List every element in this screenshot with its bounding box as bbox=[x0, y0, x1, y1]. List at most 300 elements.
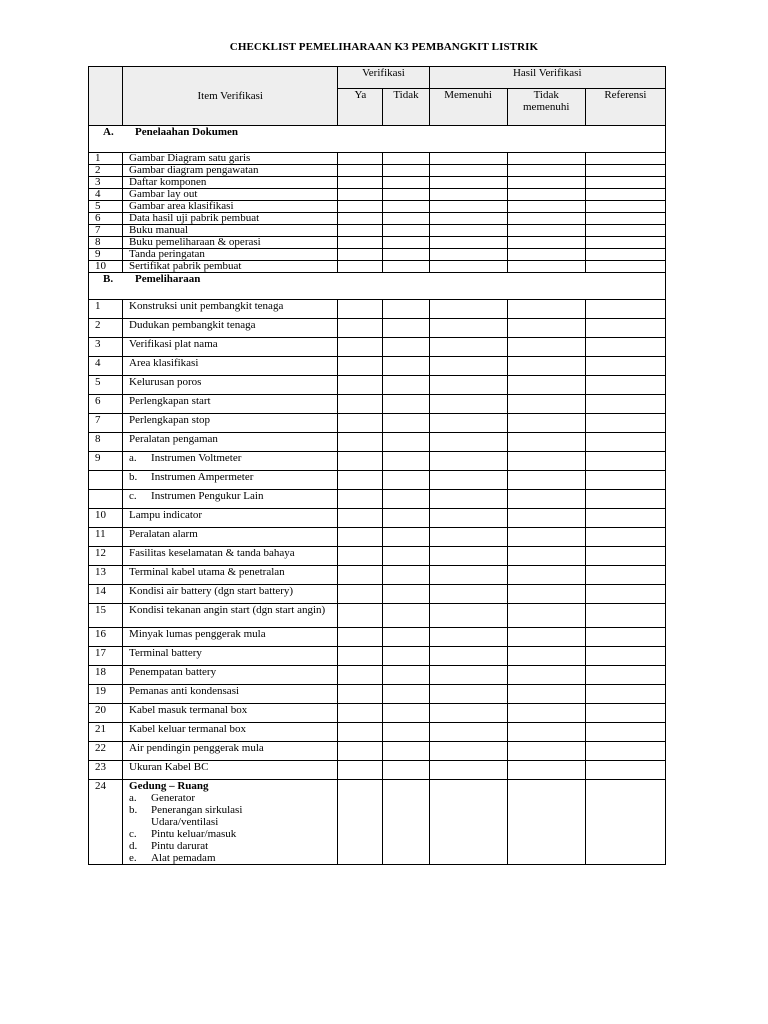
check-tidak-cell[interactable] bbox=[383, 666, 429, 685]
check-referensi-cell[interactable] bbox=[585, 414, 665, 433]
check-tidak-cell[interactable] bbox=[383, 647, 429, 666]
check-tidak-cell[interactable] bbox=[383, 225, 429, 237]
row-number: 5 bbox=[89, 376, 123, 395]
gedung-sub-letter: a. bbox=[129, 792, 137, 804]
check-tidak-memenuhi-cell[interactable] bbox=[507, 357, 585, 376]
check-ya-cell[interactable] bbox=[338, 201, 383, 213]
check-referensi-cell[interactable] bbox=[585, 153, 665, 165]
check-referensi-cell[interactable] bbox=[585, 742, 665, 761]
row-item-text: Instrumen Voltmeter bbox=[151, 452, 242, 464]
row-item-text: Peralatan alarm bbox=[129, 528, 198, 540]
row-item-text: Terminal kabel utama & penetralan bbox=[129, 566, 285, 578]
check-ya-cell[interactable] bbox=[338, 376, 383, 395]
check-tidak-cell[interactable] bbox=[383, 585, 429, 604]
check-tidak-cell[interactable] bbox=[383, 319, 429, 338]
check-referensi-cell[interactable] bbox=[585, 249, 665, 261]
check-memenuhi-cell[interactable] bbox=[429, 249, 507, 261]
row-number: 4 bbox=[89, 189, 123, 201]
table-row bbox=[89, 723, 666, 742]
check-referensi-cell[interactable] bbox=[585, 395, 665, 414]
check-referensi-cell[interactable] bbox=[585, 585, 665, 604]
check-tidak-cell[interactable] bbox=[383, 165, 429, 177]
row-item bbox=[123, 319, 338, 338]
check-ya-cell[interactable] bbox=[338, 165, 383, 177]
check-referensi-cell[interactable] bbox=[585, 604, 665, 628]
row-item: Gambar diagram pengawatan bbox=[123, 165, 338, 177]
check-referensi-cell[interactable] bbox=[585, 237, 665, 249]
table-row bbox=[89, 201, 666, 213]
check-ya-cell[interactable] bbox=[338, 685, 383, 704]
check-memenuhi-cell[interactable] bbox=[429, 509, 507, 528]
check-memenuhi-cell[interactable] bbox=[429, 761, 507, 780]
row-item: Buku manual bbox=[123, 225, 338, 237]
table-row bbox=[89, 189, 666, 201]
check-tidak-cell[interactable] bbox=[383, 433, 429, 452]
row-number: 22 bbox=[89, 742, 123, 761]
row-item bbox=[123, 471, 338, 490]
check-ya-cell[interactable] bbox=[338, 566, 383, 585]
check-referensi-cell[interactable] bbox=[585, 225, 665, 237]
row-number: 10 bbox=[89, 509, 123, 528]
gedung-sub-text: Udara/ventilasi bbox=[151, 816, 219, 828]
check-tidak-cell[interactable] bbox=[383, 566, 429, 585]
check-tidak-cell[interactable] bbox=[383, 201, 429, 213]
check-referensi-cell[interactable] bbox=[585, 452, 665, 471]
row-item bbox=[123, 666, 338, 685]
row-number: 3 bbox=[89, 338, 123, 357]
check-memenuhi-cell[interactable] bbox=[429, 300, 507, 319]
check-referensi-cell[interactable] bbox=[585, 357, 665, 376]
check-tidak-cell[interactable] bbox=[383, 685, 429, 704]
check-tidak-cell[interactable] bbox=[383, 395, 429, 414]
check-memenuhi-cell[interactable] bbox=[429, 189, 507, 201]
check-referensi-cell[interactable] bbox=[585, 704, 665, 723]
table-row bbox=[89, 165, 666, 177]
check-tidak-memenuhi-cell[interactable] bbox=[507, 566, 585, 585]
check-memenuhi-cell[interactable] bbox=[429, 742, 507, 761]
row-item-text: Kelurusan poros bbox=[129, 376, 202, 388]
header-tidak-memenuhi-line1: Tidak bbox=[533, 89, 559, 101]
row-item bbox=[123, 528, 338, 547]
row-item bbox=[123, 338, 338, 357]
check-ya-cell[interactable] bbox=[338, 153, 383, 165]
row-item-text: Minyak lumas penggerak mula bbox=[129, 628, 266, 640]
table-row bbox=[89, 319, 666, 338]
check-tidak-memenuhi-cell[interactable] bbox=[507, 585, 585, 604]
check-tidak-cell[interactable] bbox=[383, 414, 429, 433]
check-memenuhi-cell[interactable] bbox=[429, 225, 507, 237]
check-tidak-cell[interactable] bbox=[383, 471, 429, 490]
row-sub-letter: b. bbox=[129, 471, 138, 483]
check-memenuhi-cell[interactable] bbox=[429, 528, 507, 547]
check-ya-cell[interactable] bbox=[338, 189, 383, 201]
row-item-text: Dudukan pembangkit tenaga bbox=[129, 319, 256, 331]
check-tidak-memenuhi-cell[interactable] bbox=[507, 153, 585, 165]
check-tidak-cell[interactable] bbox=[383, 153, 429, 165]
check-memenuhi-cell[interactable] bbox=[429, 452, 507, 471]
check-memenuhi-cell[interactable] bbox=[429, 433, 507, 452]
row-item bbox=[123, 742, 338, 761]
row-number: 2 bbox=[89, 165, 123, 177]
row-item bbox=[123, 395, 338, 414]
check-tidak-memenuhi-cell[interactable] bbox=[507, 189, 585, 201]
table-row bbox=[89, 414, 666, 433]
check-memenuhi-cell[interactable] bbox=[429, 237, 507, 249]
section-a-row bbox=[89, 126, 666, 153]
check-tidak-cell[interactable] bbox=[383, 300, 429, 319]
check-memenuhi-cell[interactable] bbox=[429, 585, 507, 604]
check-tidak-cell[interactable] bbox=[383, 261, 429, 273]
row-item bbox=[123, 761, 338, 780]
check-ya-cell[interactable] bbox=[338, 395, 383, 414]
check-tidak-cell[interactable] bbox=[383, 704, 429, 723]
check-ya-cell[interactable] bbox=[338, 338, 383, 357]
header-tidak-memenuhi bbox=[507, 89, 585, 126]
check-memenuhi-cell[interactable] bbox=[429, 704, 507, 723]
check-tidak-memenuhi-cell[interactable] bbox=[507, 528, 585, 547]
check-tidak-cell[interactable] bbox=[383, 177, 429, 189]
check-memenuhi-cell[interactable] bbox=[429, 357, 507, 376]
row-number: 21 bbox=[89, 723, 123, 742]
check-referensi-cell[interactable] bbox=[585, 547, 665, 566]
check-memenuhi-cell[interactable] bbox=[429, 376, 507, 395]
table-row bbox=[89, 547, 666, 566]
table-row bbox=[89, 338, 666, 357]
check-memenuhi-cell[interactable] bbox=[429, 338, 507, 357]
row-number: 9 bbox=[89, 452, 123, 471]
check-memenuhi-cell[interactable] bbox=[429, 213, 507, 225]
check-memenuhi-cell[interactable] bbox=[429, 666, 507, 685]
row-item bbox=[123, 704, 338, 723]
section-a-heading bbox=[89, 126, 666, 153]
check-memenuhi-cell[interactable] bbox=[429, 201, 507, 213]
check-memenuhi-cell[interactable] bbox=[429, 647, 507, 666]
row-item bbox=[123, 414, 338, 433]
check-tidak-memenuhi-cell[interactable] bbox=[507, 471, 585, 490]
table-row bbox=[89, 761, 666, 780]
row-number: 23 bbox=[89, 761, 123, 780]
check-tidak-memenuhi-cell[interactable] bbox=[507, 225, 585, 237]
check-tidak-memenuhi-cell[interactable] bbox=[507, 261, 585, 273]
check-tidak-memenuhi-cell[interactable] bbox=[507, 604, 585, 628]
check-ya-cell[interactable] bbox=[338, 249, 383, 261]
check-tidak-memenuhi-cell[interactable] bbox=[507, 666, 585, 685]
check-ya-cell[interactable] bbox=[338, 585, 383, 604]
check-referensi-cell[interactable] bbox=[585, 201, 665, 213]
check-tidak-cell[interactable] bbox=[383, 357, 429, 376]
check-ya-cell[interactable] bbox=[338, 509, 383, 528]
row-item bbox=[123, 547, 338, 566]
check-ya-cell[interactable] bbox=[338, 177, 383, 189]
row-number: 3 bbox=[89, 177, 123, 189]
row-item bbox=[123, 604, 338, 628]
check-tidak-cell[interactable] bbox=[383, 213, 429, 225]
check-tidak-cell[interactable] bbox=[383, 761, 429, 780]
row-item-text: Instrumen Ampermeter bbox=[151, 471, 254, 483]
check-ya-cell[interactable] bbox=[338, 319, 383, 338]
table-row bbox=[89, 261, 666, 273]
check-referensi-cell[interactable] bbox=[585, 300, 665, 319]
check-tidak-cell[interactable] bbox=[383, 249, 429, 261]
check-ya-cell[interactable] bbox=[338, 225, 383, 237]
check-ya-cell[interactable] bbox=[338, 528, 383, 547]
check-tidak-memenuhi-cell[interactable] bbox=[507, 509, 585, 528]
check-tidak-cell[interactable] bbox=[383, 547, 429, 566]
row-item bbox=[123, 357, 338, 376]
check-ya-cell[interactable] bbox=[338, 647, 383, 666]
row-item: Gambar Diagram satu garis bbox=[123, 153, 338, 165]
check-tidak-memenuhi-cell[interactable] bbox=[507, 300, 585, 319]
check-memenuhi-cell[interactable] bbox=[429, 153, 507, 165]
row-sub-letter: a. bbox=[129, 452, 137, 464]
check-ya-cell[interactable] bbox=[338, 742, 383, 761]
check-memenuhi-cell[interactable] bbox=[429, 628, 507, 647]
check-memenuhi-cell[interactable] bbox=[429, 177, 507, 189]
row-number: 6 bbox=[89, 395, 123, 414]
check-memenuhi-cell[interactable] bbox=[429, 471, 507, 490]
header-item-verifikasi: Item Verifikasi bbox=[123, 67, 338, 126]
check-memenuhi-cell[interactable] bbox=[429, 490, 507, 509]
check-tidak-cell[interactable] bbox=[383, 376, 429, 395]
check-tidak-memenuhi-cell[interactable] bbox=[507, 628, 585, 647]
check-referensi-cell[interactable] bbox=[585, 761, 665, 780]
check-tidak-cell[interactable] bbox=[383, 628, 429, 647]
check-tidak-memenuhi-cell[interactable] bbox=[507, 761, 585, 780]
check-tidak-cell[interactable] bbox=[383, 604, 429, 628]
section-a-letter: A. bbox=[103, 126, 114, 138]
table-row bbox=[89, 249, 666, 261]
row-item bbox=[123, 452, 338, 471]
check-ya-cell[interactable] bbox=[338, 761, 383, 780]
check-tidak-memenuhi-cell[interactable] bbox=[507, 319, 585, 338]
row-item bbox=[123, 376, 338, 395]
check-ya-cell[interactable] bbox=[338, 300, 383, 319]
check-referensi-cell[interactable] bbox=[585, 509, 665, 528]
row-number: 7 bbox=[89, 414, 123, 433]
check-ya-cell[interactable] bbox=[338, 414, 383, 433]
check-memenuhi-cell[interactable] bbox=[429, 685, 507, 704]
check-referensi-cell[interactable] bbox=[585, 490, 665, 509]
check-ya-cell[interactable] bbox=[338, 213, 383, 225]
check-ya-cell[interactable] bbox=[338, 237, 383, 249]
check-referensi-cell[interactable] bbox=[585, 319, 665, 338]
check-referensi-cell[interactable] bbox=[585, 685, 665, 704]
check-tidak-cell[interactable] bbox=[383, 452, 429, 471]
gedung-sub-text: Pintu keluar/masuk bbox=[151, 828, 237, 840]
table-row bbox=[89, 566, 666, 585]
check-tidak-memenuhi-cell[interactable] bbox=[507, 213, 585, 225]
check-tidak-cell[interactable] bbox=[383, 490, 429, 509]
check-tidak-memenuhi-cell[interactable] bbox=[507, 433, 585, 452]
row-item: Daftar komponen bbox=[123, 177, 338, 189]
check-tidak-cell[interactable] bbox=[383, 723, 429, 742]
gedung-sub-item bbox=[129, 852, 337, 864]
check-tidak-cell[interactable] bbox=[383, 509, 429, 528]
check-tidak-cell[interactable] bbox=[383, 189, 429, 201]
table-row bbox=[89, 604, 666, 628]
check-referensi-cell[interactable] bbox=[585, 433, 665, 452]
gedung-sub-letter: b. bbox=[129, 804, 138, 816]
check-ya-cell[interactable] bbox=[338, 547, 383, 566]
section-b-row bbox=[89, 273, 666, 300]
gedung-sub-letter: d. bbox=[129, 840, 138, 852]
check-ya-cell[interactable] bbox=[338, 490, 383, 509]
check-tidak-memenuhi-cell[interactable] bbox=[507, 780, 585, 865]
check-referensi-cell[interactable] bbox=[585, 261, 665, 273]
check-ya-cell[interactable] bbox=[338, 666, 383, 685]
row-sub-letter: c. bbox=[129, 490, 137, 502]
header-memenuhi: Memenuhi bbox=[429, 89, 507, 126]
check-memenuhi-cell[interactable] bbox=[429, 319, 507, 338]
check-memenuhi-cell[interactable] bbox=[429, 414, 507, 433]
check-tidak-cell[interactable] bbox=[383, 742, 429, 761]
row-item-text: Kabel masuk termanal box bbox=[129, 704, 248, 716]
check-ya-cell[interactable] bbox=[338, 452, 383, 471]
row-number: 4 bbox=[89, 357, 123, 376]
check-memenuhi-cell[interactable] bbox=[429, 566, 507, 585]
table-row bbox=[89, 742, 666, 761]
check-referensi-cell[interactable] bbox=[585, 566, 665, 585]
check-tidak-memenuhi-cell[interactable] bbox=[507, 376, 585, 395]
section-a-title: Penelaahan Dokumen bbox=[135, 126, 238, 138]
table-row bbox=[89, 666, 666, 685]
table-row bbox=[89, 628, 666, 647]
gedung-sub-text: Alat pemadam bbox=[151, 852, 216, 864]
row-item-text: Perlengkapan stop bbox=[129, 414, 210, 426]
check-referensi-cell[interactable] bbox=[585, 189, 665, 201]
row-number: 9 bbox=[89, 249, 123, 261]
check-ya-cell[interactable] bbox=[338, 704, 383, 723]
row-item-text: Penempatan battery bbox=[129, 666, 217, 678]
check-referensi-cell[interactable] bbox=[585, 666, 665, 685]
row-item bbox=[123, 490, 338, 509]
table-row bbox=[89, 177, 666, 189]
check-tidak-memenuhi-cell[interactable] bbox=[507, 547, 585, 566]
row-item: Tanda peringatan bbox=[123, 249, 338, 261]
check-referensi-cell[interactable] bbox=[585, 647, 665, 666]
check-tidak-memenuhi-cell[interactable] bbox=[507, 452, 585, 471]
table-row bbox=[89, 452, 666, 471]
row-item-text: Konstruksi unit pembangkit tenaga bbox=[129, 300, 284, 312]
check-tidak-memenuhi-cell[interactable] bbox=[507, 414, 585, 433]
gedung-sub-text: Pintu darurat bbox=[151, 840, 209, 852]
check-tidak-cell[interactable] bbox=[383, 237, 429, 249]
check-tidak-cell[interactable] bbox=[383, 338, 429, 357]
gedung-sub-item bbox=[129, 792, 337, 804]
check-tidak-memenuhi-cell[interactable] bbox=[507, 704, 585, 723]
check-tidak-memenuhi-cell[interactable] bbox=[507, 742, 585, 761]
check-tidak-memenuhi-cell[interactable] bbox=[507, 723, 585, 742]
check-referensi-cell[interactable] bbox=[585, 780, 665, 865]
check-tidak-cell[interactable] bbox=[383, 528, 429, 547]
row-item bbox=[123, 509, 338, 528]
row-item-text: Air pendingin penggerak mula bbox=[129, 742, 264, 754]
row-item: Gambar area klasifikasi bbox=[123, 201, 338, 213]
row-number: 19 bbox=[89, 685, 123, 704]
check-tidak-memenuhi-cell[interactable] bbox=[507, 177, 585, 189]
check-referensi-cell[interactable] bbox=[585, 528, 665, 547]
check-referensi-cell[interactable] bbox=[585, 338, 665, 357]
check-tidak-memenuhi-cell[interactable] bbox=[507, 201, 585, 213]
check-tidak-cell[interactable] bbox=[383, 780, 429, 865]
check-tidak-memenuhi-cell[interactable] bbox=[507, 165, 585, 177]
check-tidak-memenuhi-cell[interactable] bbox=[507, 490, 585, 509]
check-memenuhi-cell[interactable] bbox=[429, 547, 507, 566]
table-row bbox=[89, 225, 666, 237]
check-memenuhi-cell[interactable] bbox=[429, 261, 507, 273]
row-item-text: Ukuran Kabel BC bbox=[129, 761, 209, 773]
check-memenuhi-cell[interactable] bbox=[429, 723, 507, 742]
check-referensi-cell[interactable] bbox=[585, 165, 665, 177]
check-tidak-memenuhi-cell[interactable] bbox=[507, 338, 585, 357]
row-item bbox=[123, 647, 338, 666]
check-tidak-memenuhi-cell[interactable] bbox=[507, 685, 585, 704]
table-row bbox=[89, 647, 666, 666]
table-row bbox=[89, 213, 666, 225]
row-item-text: Pemanas anti kondensasi bbox=[129, 685, 240, 697]
check-ya-cell[interactable] bbox=[338, 433, 383, 452]
row-item bbox=[123, 566, 338, 585]
row-item bbox=[123, 685, 338, 704]
row-item bbox=[123, 723, 338, 742]
check-tidak-memenuhi-cell[interactable] bbox=[507, 249, 585, 261]
row-item-text: Kondisi air battery (dgn start battery) bbox=[129, 585, 294, 597]
check-tidak-memenuhi-cell[interactable] bbox=[507, 395, 585, 414]
row-item-gedung bbox=[123, 780, 338, 865]
table-row bbox=[89, 685, 666, 704]
row-item-text: Verifikasi plat nama bbox=[129, 338, 218, 350]
row-number: 5 bbox=[89, 201, 123, 213]
check-ya-cell[interactable] bbox=[338, 357, 383, 376]
check-memenuhi-cell[interactable] bbox=[429, 604, 507, 628]
check-referensi-cell[interactable] bbox=[585, 213, 665, 225]
row-number: 15 bbox=[89, 604, 123, 628]
check-tidak-memenuhi-cell[interactable] bbox=[507, 647, 585, 666]
check-referensi-cell[interactable] bbox=[585, 177, 665, 189]
row-number: 20 bbox=[89, 704, 123, 723]
check-ya-cell[interactable] bbox=[338, 604, 383, 628]
section-b-heading bbox=[89, 273, 666, 300]
check-ya-cell[interactable] bbox=[338, 261, 383, 273]
table-row bbox=[89, 395, 666, 414]
check-tidak-memenuhi-cell[interactable] bbox=[507, 237, 585, 249]
table-row bbox=[89, 237, 666, 249]
check-memenuhi-cell[interactable] bbox=[429, 780, 507, 865]
check-ya-cell[interactable] bbox=[338, 780, 383, 865]
row-number: 1 bbox=[89, 153, 123, 165]
check-ya-cell[interactable] bbox=[338, 471, 383, 490]
row-item-text: Kabel keluar termanal box bbox=[129, 723, 247, 735]
gedung-title: Gedung – Ruang bbox=[129, 780, 209, 792]
row-number bbox=[89, 471, 123, 490]
check-ya-cell[interactable] bbox=[338, 628, 383, 647]
row-number: 18 bbox=[89, 666, 123, 685]
check-memenuhi-cell[interactable] bbox=[429, 165, 507, 177]
check-referensi-cell[interactable] bbox=[585, 628, 665, 647]
header-referensi: Referensi bbox=[585, 89, 665, 126]
check-referensi-cell[interactable] bbox=[585, 376, 665, 395]
section-b-title: Pemeliharaan bbox=[135, 273, 201, 285]
table-row bbox=[89, 490, 666, 509]
row-item-text: Terminal battery bbox=[129, 647, 202, 659]
check-memenuhi-cell[interactable] bbox=[429, 395, 507, 414]
header-tidak: Tidak bbox=[383, 89, 429, 126]
check-referensi-cell[interactable] bbox=[585, 723, 665, 742]
check-referensi-cell[interactable] bbox=[585, 471, 665, 490]
table-row bbox=[89, 300, 666, 319]
check-ya-cell[interactable] bbox=[338, 723, 383, 742]
row-item-text: Kondisi tekanan angin start (dgn start angin) bbox=[129, 604, 326, 616]
